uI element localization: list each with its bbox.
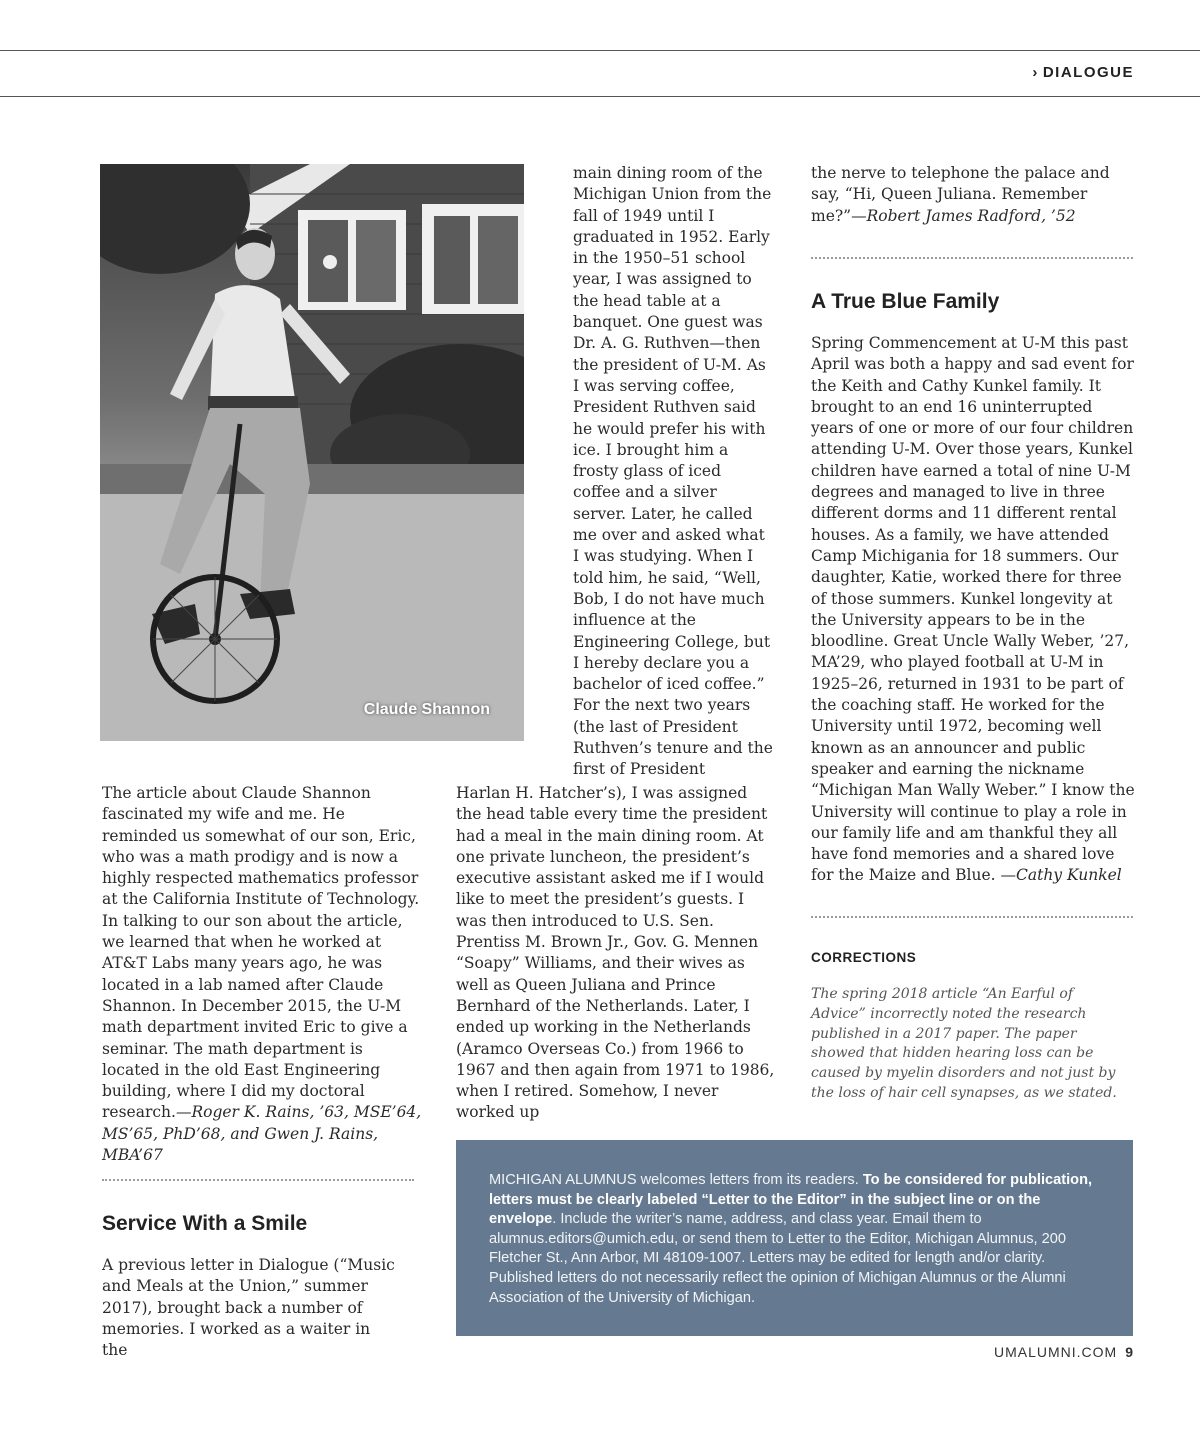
letter-service-text-4: the nerve to telephone the palace and say, “Hi, Queen Juliana. Remember me?” (811, 164, 1110, 225)
divider (811, 257, 1133, 259)
headline-true-blue-family: A True Blue Family (811, 290, 1000, 313)
page-number: 9 (1125, 1344, 1134, 1360)
corrections-label: CORRECTIONS (811, 950, 917, 965)
photo-caption: Claude Shannon (363, 701, 490, 718)
letter-signature: —Roger K. Rains, ’63, MSE’64, MS’65, PhD’68, and Gwen J. Rains, MBA’67 (102, 1103, 422, 1165)
claude-shannon-photo (100, 164, 524, 741)
letter-service-text-2: main dining room of the Michigan Union from the fall of 1949 until I graduated in 1952. Early in the 1950–51 school year, I was assigned to the head table at a banquet. One guest was Dr. A. G. Ruthven—then the president of U-M. As I was serving coffee, President Ruthven said he would prefer his with ice. I brought him a frosty glass of iced coffee and a silver server. Later, he called me over and asked what I was studying. When I told him, he said, “Well, Bob, I do not have much influence at the Engineering College, but I hereby declare you a bachelor of iced coffee.” For the next two years (the last of President Ruthven’s tenure and the first of President (573, 164, 773, 779)
letter-claude-shannon (102, 783, 422, 1166)
letter-true-blue-family (811, 333, 1135, 887)
letters-policy-notice (456, 1140, 1133, 1336)
letter-service-signature: —Robert James Radford, ’52 (851, 206, 1076, 225)
letter-true-blue-signature: —Cathy Kunkel (1000, 866, 1122, 885)
divider (102, 1179, 414, 1181)
letter-service-part-1 (102, 1255, 400, 1361)
notice-rest: . Include the writer’s name, address, and class year. Email them to alumnus.editors@umich.edu, or send them to Letter to the Editor, Michigan Alumnus, 200 Fletcher St., Ann Arbor, MI 48109-1007. Letters may be edited for length and/or clarity. Published letters do not necessarily reflect the opinion of Michigan Alumnus or the Alumni Association of the University of Michigan. (489, 1211, 1066, 1306)
letter-true-blue-body: Spring Commencement at U-M this past April was both a happy and sad event for the Keith and Cathy Kunkel family. It brought to an end 16 uninterrupted years of one or more of our four children attending U-M. Over those years, Kunkel children have earned a total of nine U-M degrees and managed to live in three different dorms and 11 different rental houses. As a family, we have attended Camp Michigania for 18 summers. Our daughter, Katie, worked there for three of those summers. Kunkel longevity at the University appears to be in the bloodline. Great Uncle Wally Weber, ’27, MA’29, who played football at U-M in 1925–26, returned in 1931 to be part of the coaching staff. He worked for the University until 1972, becoming well known as an announcer and public speaker and earning the nickname “Michigan Man Wally Weber.” I know the University will continue to play a role in our family life and am thankful they all have fond memories and a shared love for the Maize and Blue. (811, 334, 1135, 885)
corrections-body: The spring 2018 article “An Earful of Advice” incorrectly noted the research published in a 2017 paper. The paper showed that hidden hearing loss can be caused by myelin disorders and not just by the loss of hair cell synapses, as we stated. (811, 986, 1117, 1101)
divider (811, 916, 1133, 918)
page-footer (994, 1344, 1134, 1360)
letter-service-part-3 (456, 783, 776, 1124)
letter-service-text-1: A previous letter in Dialogue (“Music and Meals at the Union,” summer 2017), brought back a number of memories. I worked as a waiter in the (102, 1256, 395, 1360)
unicycle-photo-illustration (100, 164, 524, 741)
letter-service-part-2 (573, 163, 773, 781)
letter-body: The article about Claude Shannon fascinated my wife and me. He reminded us somewhat of our son, Eric, who was a math prodigy and is now a highly respected mathematics professor at the California Institute of Technology. In talking to our son about the article, we learned that when he worked at AT&T Labs many years ago, he was located in a lab named after Claude Shannon. In December 2015, the U-M math department invited Eric to give a seminar. The math department is located in the old East Engineering building, where I did my doctoral research. (102, 784, 420, 1122)
section-label: DIALOGUE (1042, 64, 1134, 81)
section-tag[interactable] (1032, 64, 1134, 81)
chevron-right-icon: › (1032, 64, 1039, 81)
letter-service-part-4 (811, 163, 1113, 227)
header-bottom-rule (0, 96, 1200, 97)
footer-site[interactable]: UMALUMNI.COM (993, 1344, 1118, 1360)
notice-bold: To be considered for publication, letters must be clearly labeled “Letter to the Editor” in the subject line or on the envelope (489, 1172, 1093, 1228)
headline-service-with-a-smile: Service With a Smile (102, 1212, 308, 1235)
notice-lead: MICHIGAN ALUMNUS welcomes letters from its readers. (489, 1172, 863, 1188)
letter-service-text-3: Harlan H. Hatcher’s), I was assigned the head table every time the president had a meal in the main dining room. At one private luncheon, the president’s executive assistant asked me if I would like to meet the president’s guests. I was then introduced to U.S. Sen. Prentiss M. Brown Jr., Gov. G. Mennen “Soapy” Williams, and their wives as well as Queen Juliana and Prince Bernhard of the Netherlands. Later, I ended up working in the Netherlands (Aramco Overseas Co.) from 1966 to 1967 and then again from 1971 to 1986, when I retired. Somehow, I never worked up (456, 784, 775, 1122)
header-top-rule (0, 50, 1200, 51)
